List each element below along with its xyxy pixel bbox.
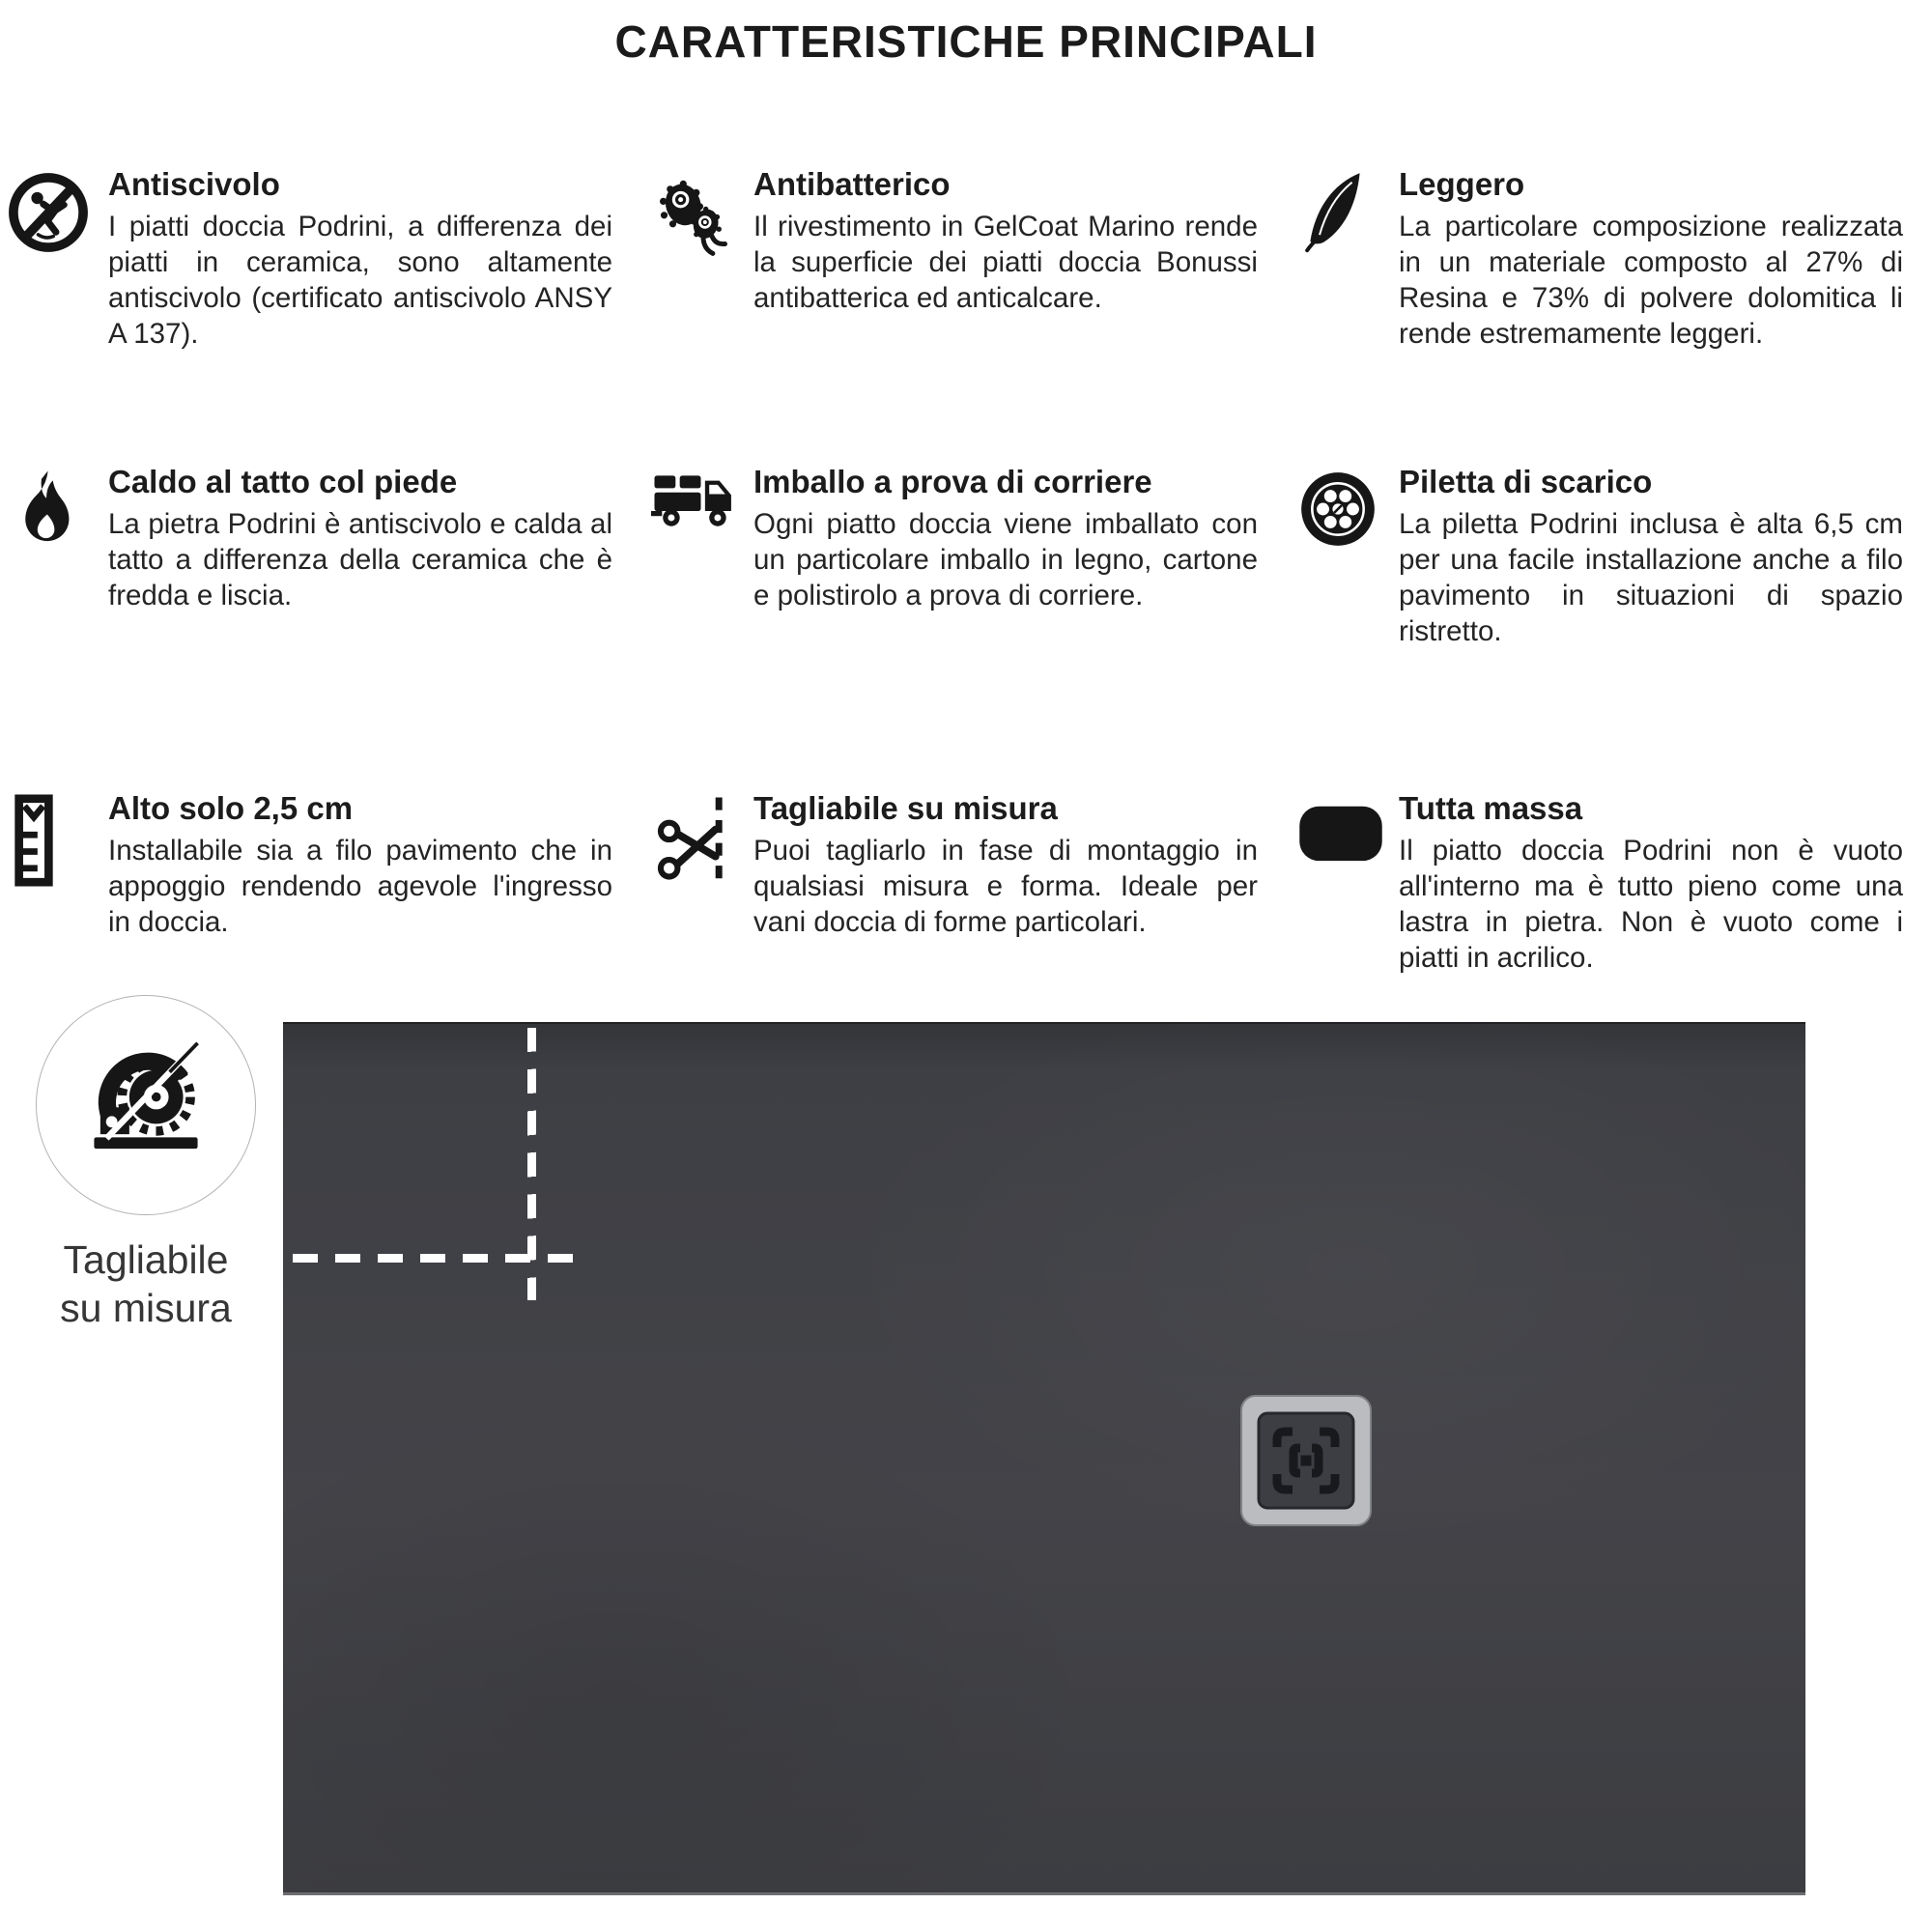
feature-body: Il piatto doccia Podrini non è vuoto all'interno ma è tutto pieno come una lastra in pietra. Non è vuoto come i piatti in acrilico. (1399, 834, 1903, 975)
feature-tutta-massa (1296, 790, 1903, 977)
cut-to-size-label: Tagliabile su misura (60, 1237, 232, 1331)
feature-title: Antiscivolo (108, 166, 280, 202)
feature-body: Ogni piatto doccia viene imballato con un particolare imballo in legno, cartone e polistirolo a prova di corriere. (753, 507, 1258, 612)
feature-title: Tutta massa (1399, 790, 1583, 826)
feature-body: La piletta Podrini inclusa è alta 6,5 cm per una facile installazione anche a filo pavimento in situazioni di spazio ristretto. (1399, 507, 1903, 648)
feature-title: Piletta di scarico (1399, 464, 1653, 499)
feature-antiscivolo (6, 166, 612, 353)
circular-saw-icon (73, 1031, 218, 1180)
flame-icon (6, 464, 108, 556)
feature-leggero (1296, 166, 1903, 353)
feature-title: Caldo al tatto col piede (108, 464, 458, 499)
feather-icon (1296, 166, 1399, 255)
feature-imballo (651, 464, 1258, 650)
cut-line-horizontal (293, 1254, 584, 1263)
delivery-truck-icon (651, 464, 753, 541)
feature-title: Alto solo 2,5 cm (108, 790, 354, 826)
feature-body: La pietra Podrini è antiscivolo e calda al tatto a differenza della ceramica che è fredda e liscia. (108, 507, 612, 612)
no-slip-icon (6, 166, 108, 255)
drain-cover (1238, 1393, 1374, 1528)
cut-to-size-badge (36, 995, 256, 1215)
scissors-icon (651, 790, 753, 887)
feature-antibatterico (651, 166, 1258, 353)
feature-body: La particolare composizione realizzata in un materiale composto al 27% di Resina e 73% di polvere dolomitica li rende estremamente leggeri. (1399, 210, 1903, 351)
feature-body: Il rivestimento in GelCoat Marino rende la superficie dei piatti doccia Bonussi antibatterica ed anticalcare. (753, 210, 1258, 315)
ruler-icon (6, 790, 108, 887)
bacteria-icon (651, 166, 753, 257)
shower-tray-image (283, 1022, 1805, 1895)
feature-row-2 (6, 464, 1903, 650)
feature-body: I piatti doccia Podrini, a differenza dei piatti in ceramica, sono altamente antiscivolo (certificato antiscivolo ANSY A 137). (108, 210, 612, 351)
drain-icon (1296, 464, 1399, 551)
feature-tagliabile (651, 790, 1258, 977)
feature-title: Leggero (1399, 166, 1525, 202)
feature-title: Antibatterico (753, 166, 951, 202)
feature-row-3 (6, 790, 1903, 977)
feature-alto-25cm (6, 790, 612, 977)
feature-caldo-al-tatto (6, 464, 612, 650)
feature-title: Imballo a prova di corriere (753, 464, 1152, 499)
feature-piletta (1296, 464, 1903, 650)
feature-title: Tagliabile su misura (753, 790, 1058, 826)
feature-row-1 (6, 166, 1903, 353)
page-title: CARATTERISTICHE PRINCIPALI (614, 16, 1318, 67)
feature-body: Puoi tagliarlo in fase di montaggio in qualsiasi misura e forma. Ideale per vani doccia di forme particolari. (753, 834, 1258, 939)
feature-body: Installabile sia a filo pavimento che in appoggio rendendo agevole l'ingresso in doccia. (108, 834, 612, 939)
solid-block-icon (1296, 790, 1399, 871)
